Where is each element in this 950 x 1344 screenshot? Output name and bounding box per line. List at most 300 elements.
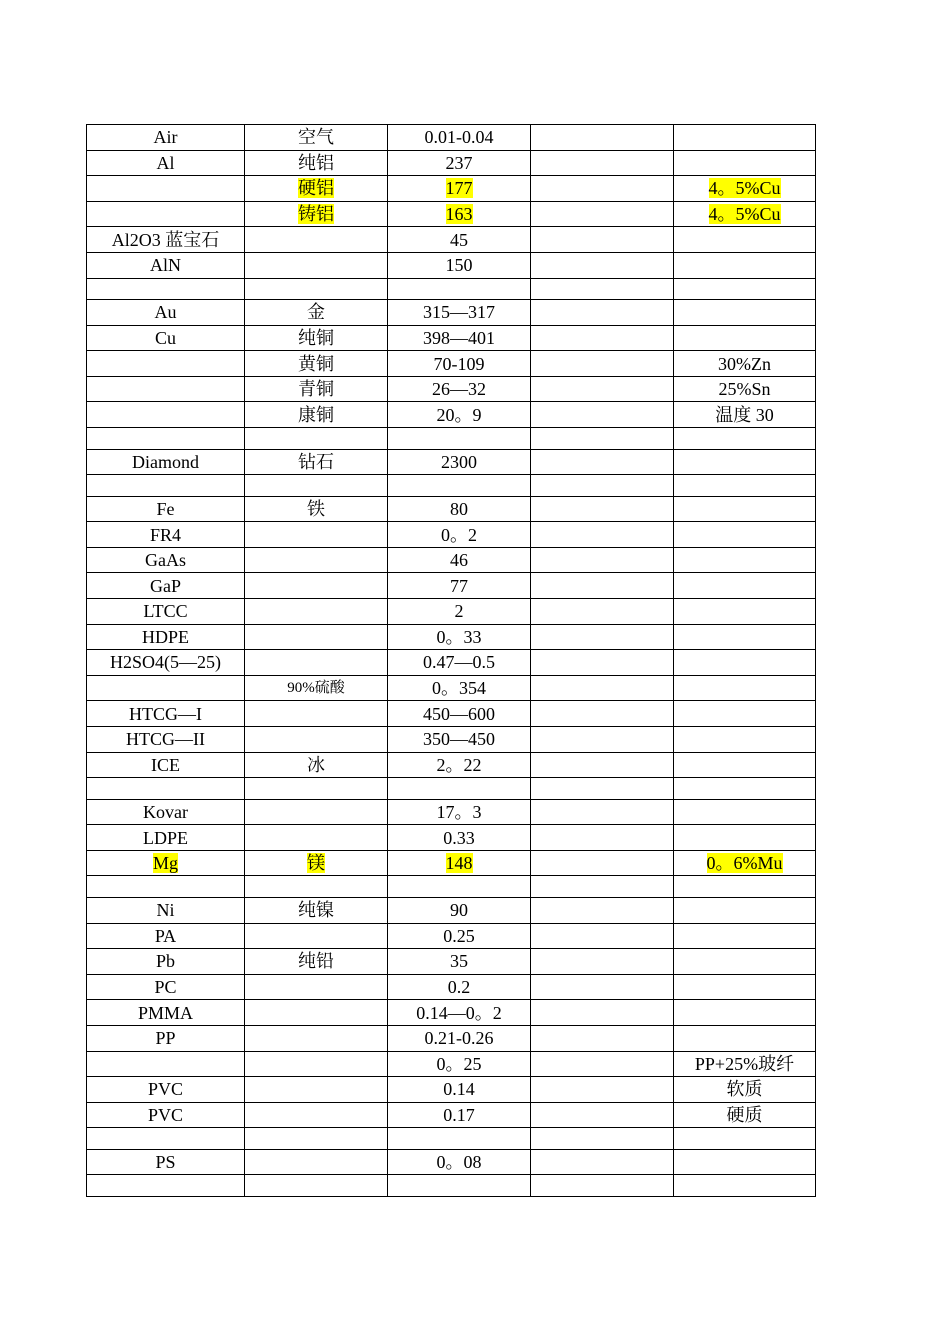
cell-value-text: 77 <box>450 575 468 596</box>
cell-material-text: Air <box>153 127 178 148</box>
cell-value <box>388 876 531 898</box>
cell-chinese-name-text: 硬铝 <box>298 178 334 199</box>
cell-value-text: 0.2 <box>447 977 471 998</box>
cell-chinese-name <box>245 496 388 522</box>
cell-value <box>388 825 531 851</box>
cell-value <box>388 726 531 752</box>
table-row <box>87 1000 816 1026</box>
cell-value <box>388 1025 531 1051</box>
cell-material <box>87 974 245 1000</box>
cell-material <box>87 1149 245 1175</box>
cell-material <box>87 278 245 300</box>
cell-value-text: 398—401 <box>423 327 495 348</box>
cell-material <box>87 897 245 923</box>
cell-value-text: 148 <box>445 853 473 874</box>
cell-material-text: PA <box>154 925 177 946</box>
cell-material-text: PVC <box>147 1104 183 1125</box>
cell-material-text: GaAs <box>145 550 186 571</box>
cell-value-text: 0.21-0.26 <box>424 1028 494 1049</box>
table-row <box>87 624 816 650</box>
cell-chinese-name <box>245 547 388 573</box>
cell-material <box>87 752 245 778</box>
cell-material <box>87 376 245 402</box>
cell-value <box>388 376 531 402</box>
cell-chinese-name <box>245 176 388 202</box>
cell-note <box>674 624 816 650</box>
table-row <box>87 701 816 727</box>
cell-extra <box>531 650 674 676</box>
cell-material <box>87 876 245 898</box>
cell-note-text: 0。6%Mu <box>706 853 783 874</box>
cell-extra <box>531 876 674 898</box>
cell-value <box>388 799 531 825</box>
cell-note-text: PP+25%玻纤 <box>694 1053 795 1074</box>
table-row <box>87 949 816 975</box>
cell-chinese-name <box>245 376 388 402</box>
cell-material-text: PC <box>154 977 177 998</box>
cell-note <box>674 252 816 278</box>
cell-value <box>388 176 531 202</box>
cell-chinese-name-text: 纯铅 <box>298 951 334 972</box>
cell-extra <box>531 325 674 351</box>
cell-extra <box>531 300 674 326</box>
table-row <box>87 522 816 548</box>
table-row <box>87 227 816 253</box>
cell-material <box>87 449 245 475</box>
cell-extra <box>531 573 674 599</box>
table-row <box>87 1051 816 1077</box>
cell-note <box>674 428 816 450</box>
cell-material <box>87 1102 245 1128</box>
cell-value <box>388 1051 531 1077</box>
cell-value <box>388 778 531 800</box>
cell-extra <box>531 278 674 300</box>
cell-extra <box>531 850 674 876</box>
cell-note <box>674 825 816 851</box>
cell-extra <box>531 1102 674 1128</box>
table-row <box>87 726 816 752</box>
cell-chinese-name-text: 纯镍 <box>298 900 334 921</box>
cell-value-text: 0.47—0.5 <box>423 652 495 673</box>
cell-material-text: Al2O3 蓝宝石 <box>111 229 220 250</box>
cell-chinese-name <box>245 850 388 876</box>
cell-extra <box>531 376 674 402</box>
cell-chinese-name <box>245 227 388 253</box>
cell-value <box>388 974 531 1000</box>
cell-extra <box>531 547 674 573</box>
cell-note <box>674 778 816 800</box>
table-row <box>87 1149 816 1175</box>
cell-note <box>674 650 816 676</box>
cell-note <box>674 300 816 326</box>
cell-value-text: 0.17 <box>443 1104 475 1125</box>
cell-material-text: AlN <box>150 255 181 276</box>
cell-value <box>388 278 531 300</box>
table-row-empty <box>87 278 816 300</box>
cell-chinese-name <box>245 825 388 851</box>
cell-chinese-name <box>245 573 388 599</box>
cell-value <box>388 599 531 625</box>
cell-value-text: 0。354 <box>432 678 486 699</box>
cell-extra <box>531 252 674 278</box>
cell-chinese-name <box>245 752 388 778</box>
cell-material <box>87 475 245 497</box>
cell-chinese-name-text: 铁 <box>307 498 325 519</box>
cell-value <box>388 923 531 949</box>
cell-chinese-name-text: 镁 <box>307 853 325 874</box>
cell-material-text: PVC <box>147 1079 183 1100</box>
cell-material <box>87 201 245 227</box>
cell-value-text: 2。22 <box>436 754 482 775</box>
cell-note <box>674 176 816 202</box>
table-row <box>87 496 816 522</box>
table-row <box>87 1102 816 1128</box>
cell-material <box>87 624 245 650</box>
table-row <box>87 176 816 202</box>
cell-value-text: 35 <box>450 951 468 972</box>
cell-material <box>87 1175 245 1197</box>
cell-note-text: 25%Sn <box>718 379 771 400</box>
table-row <box>87 547 816 573</box>
table-row <box>87 449 816 475</box>
cell-extra <box>531 176 674 202</box>
table-row <box>87 201 816 227</box>
cell-extra <box>531 701 674 727</box>
cell-note <box>674 1175 816 1197</box>
cell-material <box>87 949 245 975</box>
cell-material-text: HTCG—II <box>126 729 205 750</box>
cell-material <box>87 522 245 548</box>
cell-material <box>87 701 245 727</box>
cell-value-text: 163 <box>445 204 473 225</box>
cell-material-text: Ni <box>156 900 175 921</box>
cell-chinese-name <box>245 923 388 949</box>
cell-value-text: 26—32 <box>432 379 486 400</box>
cell-note <box>674 949 816 975</box>
cell-material <box>87 850 245 876</box>
cell-chinese-name <box>245 449 388 475</box>
table-row-empty <box>87 876 816 898</box>
cell-material-text: GaP <box>150 575 181 596</box>
cell-note-text: 4。5%Cu <box>708 204 781 225</box>
cell-value-text: 177 <box>445 178 473 199</box>
cell-value-text: 0。33 <box>436 626 482 647</box>
cell-material <box>87 1051 245 1077</box>
cell-extra <box>531 522 674 548</box>
cell-value <box>388 496 531 522</box>
cell-value <box>388 125 531 151</box>
cell-chinese-name <box>245 351 388 377</box>
cell-chinese-name-text: 青铜 <box>298 379 334 400</box>
cell-chinese-name <box>245 278 388 300</box>
cell-note <box>674 150 816 176</box>
table-row <box>87 300 816 326</box>
cell-extra <box>531 1000 674 1026</box>
cell-extra <box>531 949 674 975</box>
cell-chinese-name <box>245 1051 388 1077</box>
cell-note <box>674 876 816 898</box>
cell-value <box>388 428 531 450</box>
cell-extra <box>531 1149 674 1175</box>
cell-chinese-name-text: 冰 <box>307 754 325 775</box>
cell-extra <box>531 726 674 752</box>
cell-note <box>674 522 816 548</box>
cell-material <box>87 351 245 377</box>
cell-value <box>388 1077 531 1103</box>
cell-chinese-name <box>245 300 388 326</box>
cell-extra <box>531 402 674 428</box>
table-row-empty <box>87 1128 816 1150</box>
table-row-empty <box>87 778 816 800</box>
table-row <box>87 850 816 876</box>
cell-material <box>87 227 245 253</box>
cell-material <box>87 325 245 351</box>
cell-chinese-name <box>245 428 388 450</box>
cell-chinese-name <box>245 475 388 497</box>
cell-note <box>674 125 816 151</box>
cell-material <box>87 799 245 825</box>
cell-material-text: Kovar <box>143 801 188 822</box>
cell-chinese-name <box>245 675 388 701</box>
cell-note <box>674 325 816 351</box>
cell-material <box>87 1077 245 1103</box>
table-row <box>87 252 816 278</box>
table-row <box>87 402 816 428</box>
cell-material <box>87 547 245 573</box>
cell-note <box>674 701 816 727</box>
cell-material <box>87 496 245 522</box>
cell-note <box>674 278 816 300</box>
cell-extra <box>531 351 674 377</box>
cell-value <box>388 675 531 701</box>
cell-extra <box>531 1077 674 1103</box>
cell-note-text: 硬质 <box>726 1104 763 1125</box>
cell-note <box>674 351 816 377</box>
table-row <box>87 799 816 825</box>
cell-chinese-name <box>245 1000 388 1026</box>
cell-note <box>674 573 816 599</box>
cell-value <box>388 949 531 975</box>
cell-material <box>87 1025 245 1051</box>
cell-chinese-name <box>245 1149 388 1175</box>
cell-note <box>674 850 816 876</box>
cell-chinese-name <box>245 1175 388 1197</box>
cell-extra <box>531 201 674 227</box>
cell-material <box>87 726 245 752</box>
cell-note-text: 软质 <box>726 1079 763 1100</box>
cell-chinese-name-text: 黄铜 <box>298 353 334 374</box>
cell-extra <box>531 778 674 800</box>
cell-value <box>388 449 531 475</box>
cell-material-text: H2SO4(5—25) <box>110 652 221 673</box>
cell-chinese-name-text: 钻石 <box>298 451 334 472</box>
cell-extra <box>531 825 674 851</box>
cell-chinese-name <box>245 325 388 351</box>
table-row <box>87 1025 816 1051</box>
cell-value <box>388 752 531 778</box>
cell-chinese-name-text: 空气 <box>298 127 334 148</box>
cell-material <box>87 125 245 151</box>
cell-extra <box>531 799 674 825</box>
cell-material-text: FR4 <box>149 524 182 545</box>
cell-material <box>87 1128 245 1150</box>
cell-note <box>674 1102 816 1128</box>
cell-chinese-name <box>245 1102 388 1128</box>
cell-extra <box>531 150 674 176</box>
cell-note <box>674 974 816 1000</box>
cell-value-text: 237 <box>445 152 473 173</box>
cell-chinese-name <box>245 125 388 151</box>
cell-chinese-name-text: 90%硫酸 <box>287 680 345 697</box>
cell-value <box>388 252 531 278</box>
cell-extra <box>531 923 674 949</box>
cell-value-text: 350—450 <box>423 729 495 750</box>
cell-value-text: 0。08 <box>436 1152 482 1173</box>
cell-material <box>87 428 245 450</box>
cell-value-text: 90 <box>450 900 468 921</box>
cell-material-text: Pb <box>155 951 175 972</box>
cell-value-text: 70-109 <box>433 353 485 374</box>
cell-value-text: 315—317 <box>423 302 495 323</box>
cell-material <box>87 675 245 701</box>
cell-material-text: Al <box>156 152 175 173</box>
table-row <box>87 1077 816 1103</box>
cell-chinese-name <box>245 701 388 727</box>
cell-material-text: PP <box>155 1028 176 1049</box>
cell-value <box>388 1102 531 1128</box>
cell-extra <box>531 496 674 522</box>
cell-chinese-name-text: 铸铝 <box>298 204 334 225</box>
cell-value-text: 2 <box>454 601 464 622</box>
table-row <box>87 573 816 599</box>
cell-chinese-name <box>245 402 388 428</box>
cell-note <box>674 599 816 625</box>
cell-note <box>674 675 816 701</box>
table-row <box>87 650 816 676</box>
table-row <box>87 974 816 1000</box>
cell-material-text: ICE <box>151 754 180 775</box>
cell-value-text: 0.01-0.04 <box>424 127 494 148</box>
table-body <box>87 125 816 1197</box>
cell-material-text: HDPE <box>141 626 189 647</box>
cell-value-text: 20。9 <box>436 404 482 425</box>
cell-chinese-name-text: 康铜 <box>298 404 334 425</box>
cell-value-text: 2300 <box>441 451 477 472</box>
cell-chinese-name <box>245 778 388 800</box>
cell-material <box>87 825 245 851</box>
cell-value <box>388 650 531 676</box>
cell-extra <box>531 1025 674 1051</box>
cell-chinese-name <box>245 949 388 975</box>
table-row <box>87 599 816 625</box>
cell-value-text: 0。25 <box>436 1053 482 1074</box>
cell-note <box>674 799 816 825</box>
cell-note-text: 温度 30 <box>715 404 774 425</box>
cell-material-text: Au <box>154 302 177 323</box>
cell-chinese-name <box>245 897 388 923</box>
cell-extra <box>531 1128 674 1150</box>
cell-extra <box>531 227 674 253</box>
cell-note <box>674 726 816 752</box>
table-row <box>87 675 816 701</box>
cell-material-text: Cu <box>154 327 176 348</box>
cell-chinese-name <box>245 799 388 825</box>
cell-material-text: LDPE <box>143 827 188 848</box>
table-row <box>87 325 816 351</box>
cell-extra <box>531 897 674 923</box>
cell-value <box>388 201 531 227</box>
cell-material <box>87 402 245 428</box>
cell-material <box>87 778 245 800</box>
cell-material-text: PS <box>155 1152 176 1173</box>
cell-material <box>87 650 245 676</box>
cell-chinese-name <box>245 726 388 752</box>
cell-material <box>87 1000 245 1026</box>
table-row-empty <box>87 428 816 450</box>
cell-value-text: 80 <box>450 498 468 519</box>
cell-value <box>388 701 531 727</box>
cell-chinese-name <box>245 974 388 1000</box>
cell-chinese-name <box>245 1128 388 1150</box>
cell-extra <box>531 449 674 475</box>
cell-value <box>388 351 531 377</box>
cell-value <box>388 1000 531 1026</box>
cell-value <box>388 1128 531 1150</box>
table-row-empty <box>87 475 816 497</box>
cell-chinese-name <box>245 201 388 227</box>
cell-note <box>674 475 816 497</box>
cell-note-text: 30%Zn <box>718 353 771 374</box>
cell-material-text: PMMA <box>137 1002 194 1023</box>
cell-extra <box>531 475 674 497</box>
cell-note <box>674 449 816 475</box>
cell-value-text: 0.25 <box>443 925 475 946</box>
cell-extra <box>531 599 674 625</box>
cell-extra <box>531 125 674 151</box>
cell-chinese-name <box>245 624 388 650</box>
cell-note <box>674 1077 816 1103</box>
cell-chinese-name <box>245 252 388 278</box>
cell-note <box>674 227 816 253</box>
cell-value <box>388 897 531 923</box>
cell-material <box>87 300 245 326</box>
cell-value <box>388 325 531 351</box>
cell-material-text: Fe <box>156 498 175 519</box>
table-row <box>87 351 816 377</box>
cell-extra <box>531 974 674 1000</box>
cell-value-text: 0。2 <box>441 524 477 545</box>
cell-value <box>388 150 531 176</box>
cell-value <box>388 300 531 326</box>
cell-material <box>87 176 245 202</box>
cell-extra <box>531 675 674 701</box>
cell-value-text: 150 <box>445 255 473 276</box>
cell-value <box>388 850 531 876</box>
cell-note <box>674 547 816 573</box>
cell-note <box>674 496 816 522</box>
cell-value-text: 0.14—0。2 <box>416 1002 502 1023</box>
cell-value-text: 45 <box>450 229 468 250</box>
table-row-empty <box>87 1175 816 1197</box>
cell-value-text: 17。3 <box>436 801 482 822</box>
cell-extra <box>531 1175 674 1197</box>
cell-chinese-name <box>245 1025 388 1051</box>
cell-chinese-name <box>245 522 388 548</box>
cell-value <box>388 573 531 599</box>
cell-note <box>674 1051 816 1077</box>
cell-value <box>388 475 531 497</box>
cell-value <box>388 547 531 573</box>
